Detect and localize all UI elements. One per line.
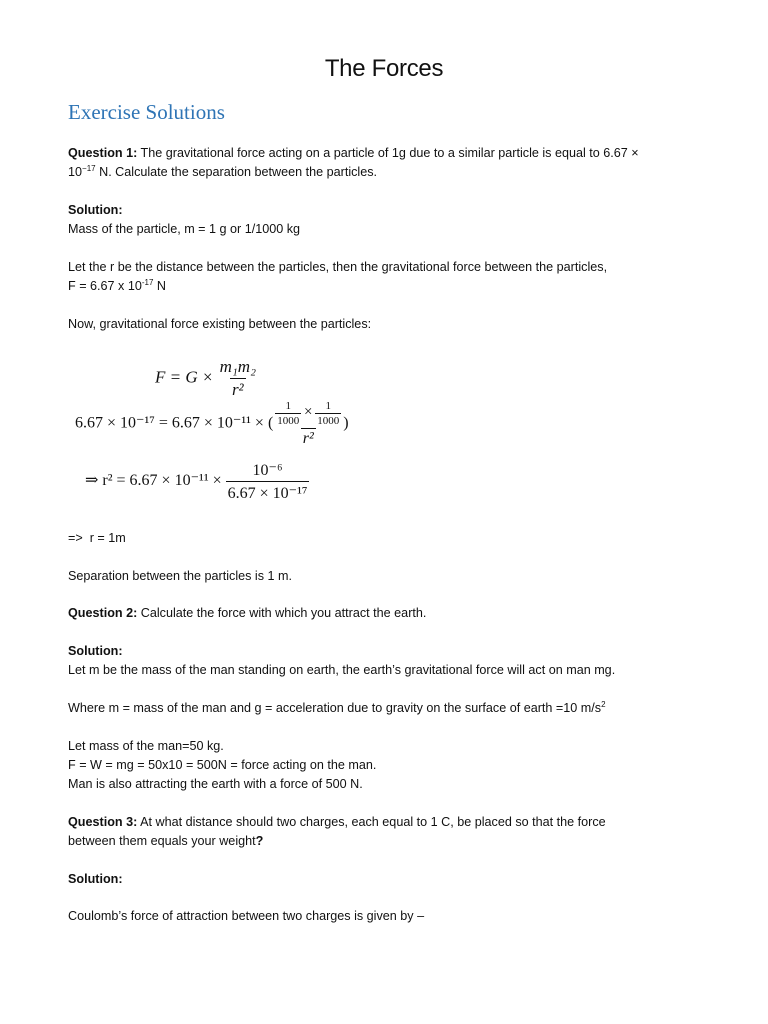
solution-1-now: Now, gravitational force existing between the particles:	[68, 317, 372, 331]
equation-2-fraction	[273, 400, 343, 448]
equation-1-numerator: m₁m₂	[219, 357, 256, 376]
question-3-question-mark: ?	[255, 834, 264, 848]
force-value-pre: F = 6.67 x 10	[68, 279, 142, 293]
solution-2-label: Solution:	[68, 644, 123, 658]
equation-1-denominator: r²	[231, 380, 244, 399]
inner-denominator-b: 1000	[317, 415, 340, 427]
equation-2-denominator: r²	[302, 430, 314, 447]
solution-2-line-2	[68, 699, 606, 717]
equation-1-fraction	[218, 357, 258, 400]
inner-denominator-a: 1000	[277, 415, 300, 427]
equation-3-denominator: 6.67 × 10⁻¹⁷	[226, 481, 310, 503]
page-title: The Forces	[324, 55, 444, 82]
inner-numerator-b: 1	[325, 400, 331, 412]
question-3-label: Question 3:	[68, 815, 138, 829]
question-1-text-b-post: N. Calculate the separation between the particles.	[95, 165, 378, 179]
solution-2-line-1: Let m be the mass of the man standing on earth, the earth’s gravitational force will act on man mg.	[68, 663, 616, 677]
equation-2-inner-fraction-a	[275, 400, 301, 427]
equation-2-lhs: 6.67 × 10⁻¹⁷ = 6.67 × 10⁻¹¹ × (	[75, 414, 274, 432]
equation-2-times: ×	[304, 404, 313, 421]
question-2-text: Calculate the force with which you attract the earth.	[137, 606, 427, 620]
solution-1-separation: Separation between the particles is 1 m.	[68, 569, 293, 583]
question-1-label: Question 1:	[68, 146, 138, 160]
equation-3	[85, 460, 309, 503]
solution-2-line-3: Let mass of the man=50 kg.	[68, 739, 224, 753]
question-1-line-2	[68, 163, 377, 181]
solution-2-line-5: Man is also attracting the earth with a force of 500 N.	[68, 777, 363, 791]
question-3-line-1	[68, 813, 606, 831]
solution-1-let: Let the r be the distance between the particles, then the gravitational force between the particles,	[68, 260, 608, 274]
equation-2-close-paren: )	[343, 414, 349, 432]
question-1-line-1	[68, 144, 639, 162]
question-3-text-b: between them equals your weight	[68, 834, 256, 848]
question-1-text-a: The gravitational force acting on a particle of 1g due to a similar particle is equal to 6.67 ×	[137, 146, 639, 160]
force-value-unit: N	[153, 279, 167, 293]
solution-2-line-4: F = W = mg = 50x10 = 500N = force acting on the man.	[68, 758, 377, 772]
question-2-label: Question 2:	[68, 606, 138, 620]
equation-3-lhs: ⇒ r² = 6.67 × 10⁻¹¹ ×	[85, 472, 222, 490]
solution-3-label: Solution:	[68, 872, 123, 886]
solution-1-result: => r = 1m	[68, 531, 126, 545]
solution-1-mass: Mass of the particle, m = 1 g or 1/1000 kg	[68, 222, 301, 236]
equation-2	[75, 400, 349, 448]
solution-1-force	[68, 277, 166, 295]
solution-2-line-2-text: Where m = mass of the man and g = acceleration due to gravity on the surface of earth =10 m/s	[68, 701, 602, 715]
inner-numerator-a: 1	[285, 400, 292, 412]
solution-3-line-1: Coulomb’s force of attraction between two charges is given by –	[68, 909, 425, 923]
question-3-text-a: At what distance should two charges, each equal to 1 C, be placed so that the force	[137, 815, 606, 829]
equation-2-inner-fraction-b	[315, 400, 341, 427]
force-value-exponent: -17	[141, 278, 154, 287]
solution-2-line-2-exponent: 2	[601, 700, 606, 709]
equation-3-numerator: 10⁻⁶	[252, 462, 283, 479]
question-1-exponent: −17	[82, 164, 96, 173]
question-3-line-2	[68, 832, 263, 850]
equation-3-fraction	[226, 460, 310, 503]
equation-1	[155, 357, 258, 400]
equation-2-numerator	[273, 400, 343, 428]
equation-1-lhs: F = G ×	[155, 367, 214, 387]
question-1-text-b-pre: 10	[68, 165, 83, 179]
solution-1-label: Solution:	[68, 203, 123, 217]
question-2-line	[68, 604, 426, 622]
section-heading: Exercise Solutions	[68, 100, 225, 124]
